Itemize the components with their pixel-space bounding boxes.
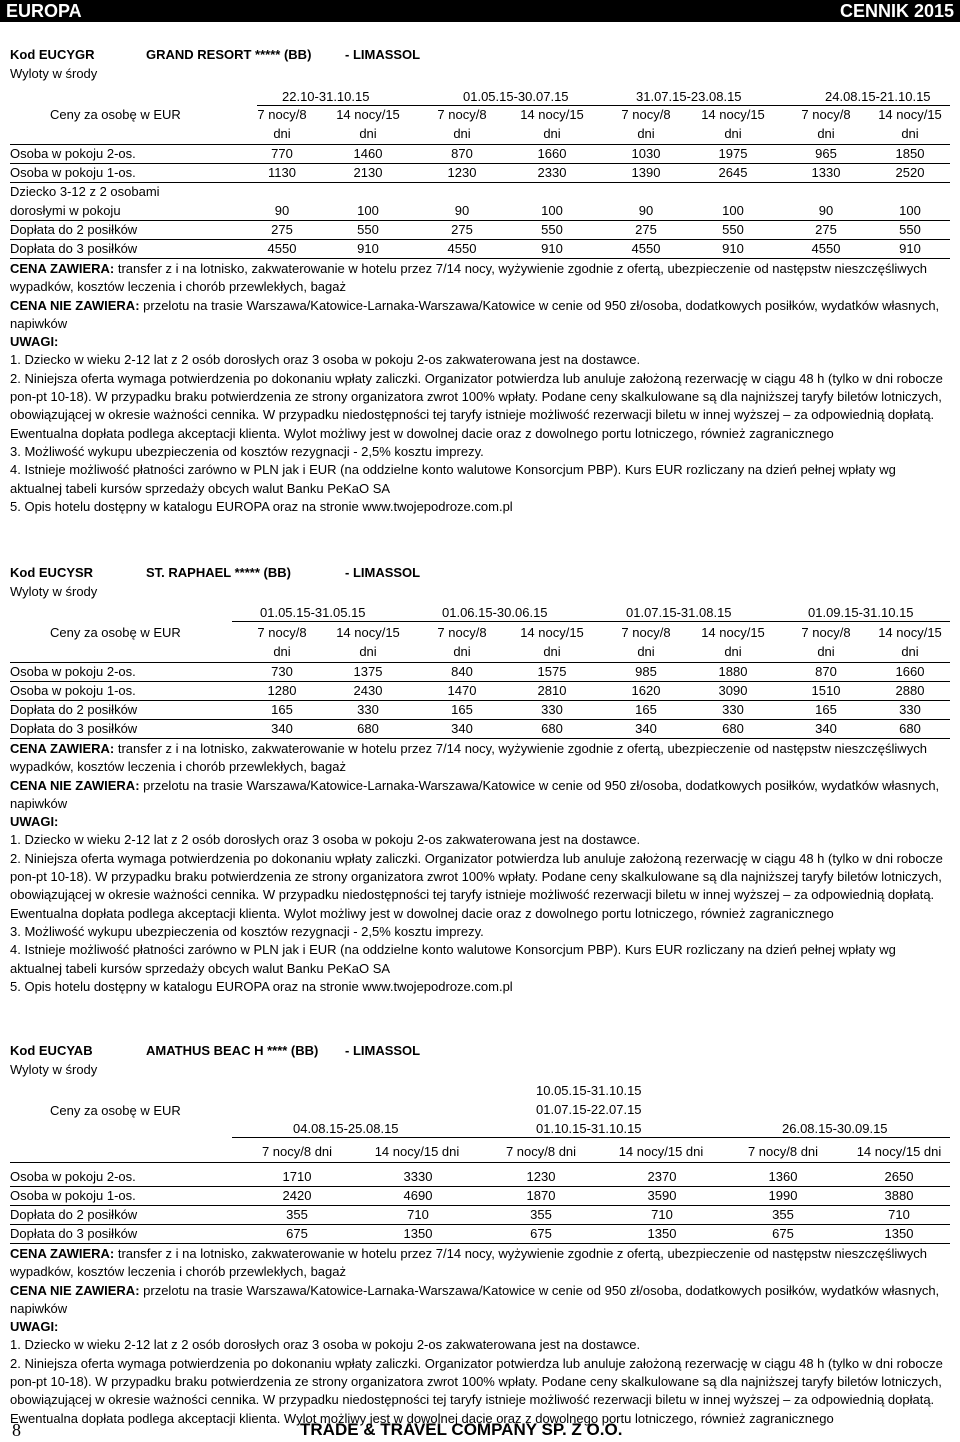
price-cell: 4550 xyxy=(811,241,841,256)
price-row xyxy=(10,1187,950,1206)
price-cell: 165 xyxy=(635,702,657,717)
excludes-text: przelotu na trasie Warszawa/Katowice-Larnaka-Warszawa/Katowice w cenie od 950 zł/osoba, dodatkowych posiłków, wydatków własnych, napiwków xyxy=(10,297,940,331)
row-label: Osoba w pokoju 1-os. xyxy=(10,1188,136,1203)
price-cell: 2130 xyxy=(353,165,383,180)
offer-code: Kod EUCYAB xyxy=(10,1043,93,1058)
price-cell: 1030 xyxy=(631,146,661,161)
col-dni: dni xyxy=(901,126,919,141)
price-cell: 3590 xyxy=(647,1188,677,1203)
price-cell: 1470 xyxy=(447,683,477,698)
col-header: 7 nocy/8 xyxy=(801,107,851,122)
period-1: 22.10-31.10.15 xyxy=(282,89,370,104)
col-header: 14 nocy/15 xyxy=(520,625,584,640)
price-cell: 3090 xyxy=(718,683,748,698)
row-label: Osoba w pokoju 1-os. xyxy=(10,165,136,180)
price-cell: 2420 xyxy=(282,1188,312,1203)
col-header: 14 nocy/15 xyxy=(336,107,400,122)
price-cell: 330 xyxy=(722,702,744,717)
price-cell: 675 xyxy=(530,1226,552,1241)
col-dni: dni xyxy=(543,126,561,141)
row-label: Osoba w pokoju 2-os. xyxy=(10,146,136,161)
period-2-extra: 01.07.15-22.07.15 xyxy=(536,1102,642,1117)
row-label: Dopłata do 2 posiłków xyxy=(10,1207,138,1222)
col-header: 14 nocy/15 xyxy=(701,625,765,640)
price-cell: 3880 xyxy=(884,1188,914,1203)
price-cell: 100 xyxy=(357,203,379,218)
price-cell: 550 xyxy=(357,222,379,237)
price-cell: 2370 xyxy=(647,1169,677,1184)
col-header: 14 nocy/15 dni xyxy=(374,1144,460,1159)
col-header: 7 nocy/8 dni xyxy=(505,1144,577,1159)
price-cell: 910 xyxy=(899,241,921,256)
price-cell: 90 xyxy=(638,203,654,218)
includes-label: CENA ZAWIERA: xyxy=(10,741,115,756)
col-header: 14 nocy/15 xyxy=(878,107,942,122)
col-header: 7 nocy/8 xyxy=(801,625,851,640)
price-row xyxy=(10,240,950,259)
row-label: Osoba w pokoju 1-os. xyxy=(10,683,136,698)
remark-1: 1. Dziecko w wieku 2-12 lat z 2 osób dorosłych oraz 3 osoba w pokoju 2-os zakwaterowana jest na dostawce. xyxy=(10,832,641,848)
col-header: 7 nocy/8 xyxy=(621,625,671,640)
remark-2: 2. Niniejsza oferta wymaga potwierdzenia po dokonaniu wpłaty zaliczki. Organizator potwierdza lub anuluje założoną rezerwację w ciągu 48 h (tylko w dni robocze pon-pt 10-18). W przypadku braku potwierdzenia ze strony organizatora zwrot 100% wpłaty. Podane ceny skalkulowane są dla najniższej taryfy biletów lotniczych, obowiązującej w okresie ważności cennika. W przypadku niedostępności tej taryfy istnieje możliwość rezerwacji biletu w innej wyższej – za odpowiednią dopłatą. Ewentualna dopłata podlega akceptacji klienta. Wylot możliwy jest w dowolnej dacie oraz z dowolnego portu lotniczego, również zagranicznego xyxy=(10,370,943,441)
price-cell: 675 xyxy=(286,1226,308,1241)
period-3: 26.08.15-30.09.15 xyxy=(782,1121,888,1136)
price-cell: 985 xyxy=(635,664,657,679)
price-row xyxy=(10,701,950,720)
price-cell: 4550 xyxy=(631,241,661,256)
col-dni: dni xyxy=(359,644,377,659)
price-cell: 275 xyxy=(815,222,837,237)
price-cell: 840 xyxy=(451,664,473,679)
hotel-city: - LIMASSOL xyxy=(345,565,421,580)
offer-code: Kod EUCYGR xyxy=(10,47,95,62)
excludes-text: przelotu na trasie Warszawa/Katowice-Larnaka-Warszawa/Katowice w cenie od 950 zł/osoba, dodatkowych posiłków, wydatków własnych, napiwków xyxy=(10,1282,940,1316)
price-cell: 680 xyxy=(541,721,563,736)
price-cell: 680 xyxy=(722,721,744,736)
price-cell: 90 xyxy=(818,203,834,218)
period-underline xyxy=(232,621,950,622)
duration-headers xyxy=(10,106,950,145)
col-header: 7 nocy/8 xyxy=(437,625,487,640)
price-cell: 550 xyxy=(722,222,744,237)
period-3: 01.07.15-31.08.15 xyxy=(626,605,732,620)
price-cell: 1230 xyxy=(447,165,477,180)
period-header xyxy=(10,604,950,622)
col-header: 7 nocy/8 xyxy=(257,625,307,640)
price-row xyxy=(10,164,950,183)
price-cell: 2810 xyxy=(537,683,567,698)
price-cell: 4550 xyxy=(267,241,297,256)
includes-note xyxy=(10,1245,948,1282)
price-cell: 1975 xyxy=(718,146,748,161)
col-header: 14 nocy/15 xyxy=(520,107,584,122)
price-cell: 100 xyxy=(541,203,563,218)
excludes-label: CENA NIE ZAWIERA: xyxy=(10,777,140,793)
price-cell: 675 xyxy=(772,1226,794,1241)
row-label: Dopłata do 3 posiłków xyxy=(10,1226,138,1241)
price-cell: 100 xyxy=(899,203,921,218)
price-cell: 770 xyxy=(271,146,293,161)
price-cell: 870 xyxy=(815,664,837,679)
period-1: 01.05.15-31.05.15 xyxy=(260,605,366,620)
price-cell: 910 xyxy=(357,241,379,256)
price-row xyxy=(10,663,950,682)
pricelist-title: CENNIK 2015 xyxy=(839,1,954,21)
price-cell: 100 xyxy=(722,203,744,218)
period-2: 01.06.15-30.06.15 xyxy=(442,605,548,620)
row-label-line2: dorosłymi w pokoju xyxy=(10,203,121,218)
price-cell: 275 xyxy=(271,222,293,237)
excludes-note xyxy=(10,1282,948,1319)
col-dni: dni xyxy=(817,644,835,659)
period-2: 10.05.15-31.10.15 xyxy=(536,1083,642,1098)
hotel-name: ST. RAPHAEL ***** (BB) xyxy=(146,565,291,580)
hotel-city: - LIMASSOL xyxy=(345,47,421,62)
remark-1: 1. Dziecko w wieku 2-12 lat z 2 osób dorosłych oraz 3 osoba w pokoju 2-os zakwaterowana jest na dostawce. xyxy=(10,352,641,368)
price-label: Ceny za osobę w EUR xyxy=(50,1103,181,1118)
price-cell: 1620 xyxy=(631,683,661,698)
price-cell: 870 xyxy=(451,146,473,161)
duration-headers xyxy=(10,1143,950,1163)
row-label: Dziecko 3-12 z 2 osobami xyxy=(10,184,160,199)
col-header: 7 nocy/8 xyxy=(437,107,487,122)
includes-note xyxy=(10,740,948,777)
excludes-label: CENA NIE ZAWIERA: xyxy=(10,1282,140,1298)
remarks-label: UWAGI: xyxy=(10,1319,59,1335)
offer-eucyab xyxy=(10,1040,950,1426)
col-dni: dni xyxy=(637,126,655,141)
remark-2: 2. Niniejsza oferta wymaga potwierdzenia po dokonaniu wpłaty zaliczki. Organizator potwierdza lub anuluje założoną rezerwację w ciągu 48 h (tylko w dni robocze pon-pt 10-18). W przypadku braku potwierdzenia ze strony organizatora zwrot 100% wpłaty. Podane ceny skalkulowane są dla najniższej taryfy biletów lotniczych, obowiązującej w okresie ważności cennika. W przypadku niedostępności tej taryfy istnieje możliwość rezerwacji biletu w innej wyższej – za odpowiednią dopłatą. Ewentualna dopłata podlega akceptacji klienta. Wylot możliwy jest w dowolnej dacie oraz z dowolnego portu lotniczego, również zagranicznego xyxy=(10,1355,943,1426)
hotel-name: GRAND RESORT ***** (BB) xyxy=(146,47,312,62)
col-dni: dni xyxy=(543,644,561,659)
row-label: Dopłata do 2 posiłków xyxy=(10,222,138,237)
price-cell: 1130 xyxy=(268,165,296,180)
col-header: 14 nocy/15 xyxy=(878,625,942,640)
price-cell: 340 xyxy=(271,721,293,736)
price-cell: 710 xyxy=(888,1207,910,1222)
includes-text: transfer z i na lotnisko, zakwaterowanie w hotelu przez 7/14 nocy, wyżywienie zgodnie z ofertą, ubezpieczenie od następstw nieszczęśliwych wypadków, kosztów leczenia i chorób przewlekłych, bagaż xyxy=(10,1246,927,1280)
hotel-name: AMATHUS BEAC H **** (BB) xyxy=(146,1043,319,1058)
period-2: 01.05.15-30.07.15 xyxy=(463,89,569,104)
price-cell: 710 xyxy=(651,1207,673,1222)
price-cell: 1350 xyxy=(403,1226,433,1241)
price-cell: 275 xyxy=(451,222,473,237)
price-cell: 1870 xyxy=(526,1188,556,1203)
price-cell: 330 xyxy=(899,702,921,717)
price-cell: 965 xyxy=(815,146,837,161)
price-cell: 1230 xyxy=(526,1169,556,1184)
price-cell: 1880 xyxy=(718,664,748,679)
col-dni: dni xyxy=(273,126,291,141)
price-cell: 330 xyxy=(357,702,379,717)
price-cell: 910 xyxy=(722,241,744,256)
excludes-text: przelotu na trasie Warszawa/Katowice-Larnaka-Warszawa/Katowice w cenie od 950 zł/osoba, dodatkowych posiłków, wydatków własnych, napiwków xyxy=(10,777,940,811)
price-cell: 1990 xyxy=(768,1188,798,1203)
price-cell: 165 xyxy=(271,702,293,717)
price-label: Ceny za osobę w EUR xyxy=(50,625,181,640)
remark-5: 5. Opis hotelu dostępny w katalogu EUROPA oraz na stronie www.twojepodroze.com.pl xyxy=(10,978,513,994)
offer-eucysr xyxy=(10,562,950,1022)
price-row xyxy=(10,720,950,739)
period-1: 04.08.15-25.08.15 xyxy=(293,1121,399,1136)
includes-note xyxy=(10,260,948,297)
excludes-note xyxy=(10,297,948,334)
duration-headers xyxy=(10,624,950,663)
price-cell: 1375 xyxy=(353,664,383,679)
price-cell: 2330 xyxy=(537,165,567,180)
includes-label: CENA ZAWIERA: xyxy=(10,1246,115,1261)
price-row xyxy=(10,221,950,240)
excludes-note xyxy=(10,777,948,814)
row-label: Dopłata do 3 posiłków xyxy=(10,721,138,736)
price-cell: 550 xyxy=(541,222,563,237)
price-row xyxy=(10,1168,950,1187)
price-row xyxy=(10,145,950,164)
price-cell: 1360 xyxy=(768,1169,798,1184)
remarks-label: UWAGI: xyxy=(10,334,59,350)
page-number: 8 xyxy=(12,1420,21,1440)
col-dni: dni xyxy=(359,126,377,141)
col-dni: dni xyxy=(724,644,742,659)
remark-3: 3. Możliwość wykupu ubezpieczenia od kosztów rezygnacji - 2,5% kosztu imprezy. xyxy=(10,443,484,459)
price-cell: 2430 xyxy=(353,683,383,698)
price-cell: 2520 xyxy=(895,165,925,180)
period-2-extra: 01.10.15-31.10.15 xyxy=(536,1121,642,1136)
price-cell: 710 xyxy=(407,1207,429,1222)
price-cell: 1660 xyxy=(537,146,567,161)
price-cell: 90 xyxy=(454,203,470,218)
price-cell: 2650 xyxy=(884,1169,914,1184)
col-dni: dni xyxy=(724,126,742,141)
col-dni: dni xyxy=(273,644,291,659)
price-cell: 2880 xyxy=(895,683,925,698)
price-cell: 1330 xyxy=(811,165,841,180)
price-cell: 1850 xyxy=(895,146,925,161)
price-cell: 680 xyxy=(899,721,921,736)
row-label: Dopłata do 2 posiłków xyxy=(10,702,138,717)
period-header xyxy=(10,88,950,106)
remark-2: 2. Niniejsza oferta wymaga potwierdzenia po dokonaniu wpłaty zaliczki. Organizator potwierdza lub anuluje założoną rezerwację w ciągu 48 h (tylko w dni robocze pon-pt 10-18). W przypadku braku potwierdzenia ze strony organizatora zwrot 100% wpłaty. Podane ceny skalkulowane są dla najniższej taryfy biletów lotniczych, obowiązującej w okresie ważności cennika. W przypadku niedostępności tej taryfy istnieje możliwość rezerwacji biletu w innej wyższej – za odpowiednią dopłatą. Ewentualna dopłata podlega akceptacji klienta. Wylot możliwy jest w dowolnej dacie oraz z dowolnego portu lotniczego, również zagranicznego xyxy=(10,850,943,921)
price-cell: 1280 xyxy=(267,683,297,698)
header-bar xyxy=(0,0,960,22)
price-cell: 90 xyxy=(274,203,290,218)
col-header: 7 nocy/8 dni xyxy=(747,1144,819,1159)
remark-3: 3. Możliwość wykupu ubezpieczenia od kosztów rezygnacji - 2,5% kosztu imprezy. xyxy=(10,923,484,939)
price-cell: 340 xyxy=(635,721,657,736)
col-dni: dni xyxy=(453,644,471,659)
price-cell: 340 xyxy=(451,721,473,736)
hotel-city: - LIMASSOL xyxy=(345,1043,421,1058)
price-cell: 4690 xyxy=(403,1188,433,1203)
price-row xyxy=(10,682,950,701)
offer-notes xyxy=(10,260,948,516)
price-cell: 1660 xyxy=(895,664,925,679)
price-cell: 730 xyxy=(271,664,293,679)
price-cell: 2645 xyxy=(718,165,748,180)
region-title: EUROPA xyxy=(6,1,82,21)
remark-4: 4. Istnieje możliwość płatności zarówno w PLN jak i EUR (na oddzielne konto walutowe Konsorcjum PBP). Kurs EUR rozliczany na dzień pełnej wpłaty wg aktualnej tabeli kursów sprzedaży obcych walut Banku PeKaO SA xyxy=(10,942,896,976)
company-name: TRADE & TRAVEL COMPANY SP. Z O.O. xyxy=(300,1420,623,1439)
includes-text: transfer z i na lotnisko, zakwaterowanie w hotelu przez 7/14 nocy, wyżywienie zgodnie z ofertą, ubezpieczenie od następstw nieszczęśliwych wypadków, kosztów leczenia i chorób przewlekłych, bagaż xyxy=(10,261,927,295)
excludes-label: CENA NIE ZAWIERA: xyxy=(10,297,140,313)
price-cell: 1710 xyxy=(282,1169,312,1184)
col-dni: dni xyxy=(817,126,835,141)
price-row xyxy=(10,1206,950,1225)
remark-5: 5. Opis hotelu dostępny w katalogu EUROPA oraz na stronie www.twojepodroze.com.pl xyxy=(10,498,513,514)
remark-1: 1. Dziecko w wieku 2-12 lat z 2 osób dorosłych oraz 3 osoba w pokoju 2-os zakwaterowana jest na dostawce. xyxy=(10,1337,641,1353)
col-dni: dni xyxy=(901,644,919,659)
row-label: Dopłata do 3 posiłków xyxy=(10,241,138,256)
period-underline xyxy=(232,1137,950,1138)
includes-text: transfer z i na lotnisko, zakwaterowanie w hotelu przez 7/14 nocy, wyżywienie zgodnie z ofertą, ubezpieczenie od następstw nieszczęśliwych wypadków, kosztów leczenia i chorób przewlekłych, bagaż xyxy=(10,741,927,775)
price-cell: 680 xyxy=(357,721,379,736)
offer-notes xyxy=(10,1245,948,1428)
page-footer xyxy=(0,1420,960,1442)
offer-code: Kod EUCYSR xyxy=(10,565,94,580)
price-cell: 330 xyxy=(541,702,563,717)
price-cell: 1510 xyxy=(811,683,841,698)
remark-4: 4. Istnieje możliwość płatności zarówno w PLN jak i EUR (na oddzielne konto walutowe Konsorcjum PBP). Kurs EUR rozliczany na dzień pełnej wpłaty wg aktualnej tabeli kursów sprzedaży obcych walut Banku PeKaO SA xyxy=(10,462,896,496)
period-4: 24.08.15-21.10.15 xyxy=(825,89,931,104)
row-label: Osoba w pokoju 2-os. xyxy=(10,1169,136,1184)
price-cell: 1390 xyxy=(631,165,661,180)
price-cell: 1350 xyxy=(647,1226,677,1241)
includes-label: CENA ZAWIERA: xyxy=(10,261,115,276)
col-header: 7 nocy/8 xyxy=(257,107,307,122)
price-cell: 4550 xyxy=(447,241,477,256)
price-cell: 340 xyxy=(815,721,837,736)
price-cell: 355 xyxy=(772,1207,794,1222)
departure-days: Wyloty w środy xyxy=(10,1062,98,1077)
col-dni: dni xyxy=(453,126,471,141)
offer-eucygr xyxy=(10,44,950,534)
price-cell: 1350 xyxy=(884,1226,914,1241)
price-cell: 1460 xyxy=(353,146,383,161)
col-dni: dni xyxy=(637,644,655,659)
price-row xyxy=(10,1225,950,1244)
price-cell: 910 xyxy=(541,241,563,256)
price-cell: 3330 xyxy=(403,1169,433,1184)
offer-notes xyxy=(10,740,948,996)
price-cell: 165 xyxy=(815,702,837,717)
col-header: 7 nocy/8 xyxy=(621,107,671,122)
remarks-label: UWAGI: xyxy=(10,814,59,830)
period-4: 01.09.15-31.10.15 xyxy=(808,605,914,620)
col-header: 14 nocy/15 xyxy=(701,107,765,122)
col-header: 14 nocy/15 dni xyxy=(618,1144,704,1159)
row-label: Osoba w pokoju 2-os. xyxy=(10,664,136,679)
price-cell: 550 xyxy=(899,222,921,237)
price-row xyxy=(10,183,950,221)
price-cell: 355 xyxy=(530,1207,552,1222)
departure-days: Wyloty w środy xyxy=(10,584,98,599)
price-cell: 165 xyxy=(451,702,473,717)
col-header: 14 nocy/15 xyxy=(336,625,400,640)
departure-days: Wyloty w środy xyxy=(10,66,98,81)
price-label: Ceny za osobę w EUR xyxy=(50,107,181,122)
col-header: 7 nocy/8 dni xyxy=(261,1144,333,1159)
price-cell: 1575 xyxy=(537,664,567,679)
price-cell: 275 xyxy=(635,222,657,237)
period-3: 31.07.15-23.08.15 xyxy=(636,89,742,104)
price-cell: 355 xyxy=(286,1207,308,1222)
col-header: 14 nocy/15 dni xyxy=(856,1144,942,1159)
